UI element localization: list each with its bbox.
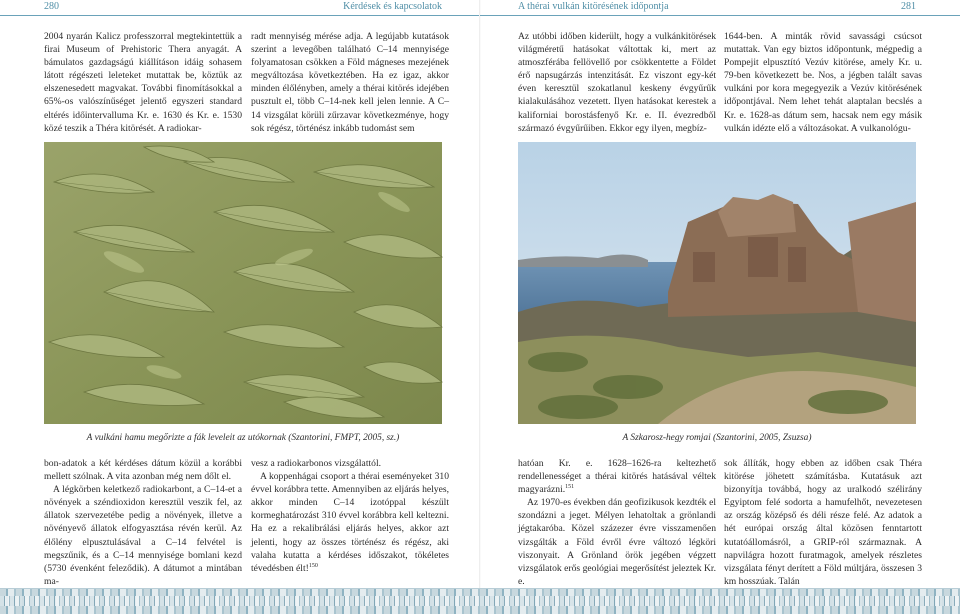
- decorative-border: [0, 588, 960, 614]
- left-page: [0, 0, 480, 613]
- paragraph: radt mennyiség mérése adja. A legújabb kutatások szerint a levegőben található C–14 mennyisége folyamatosan csökken a Föld mágneses mezejének megváltozása következtében. Ha ez igaz, akkor minden élőlényben, amely a thérai kitörés idejében pusztult el, több C–14-nek kell jelen lennie. A C–14 vizsgálat körüli zűrzavar következménye, hogy sok régész, történész inkább tudomást sem: [251, 31, 449, 134]
- paragraph-text: hatóan Kr. e. 1628–1626-ra keltezhető rendellenességet a thérai kitörés hatásával véltek magyarázni.: [518, 458, 716, 496]
- leaf-fossil-photo: [44, 142, 442, 424]
- footnote-ref[interactable]: 151: [565, 484, 575, 490]
- paragraph: sok állíták, hogy ebben az időben csak Théra kitörése jöhetett számításba. Kutatásuk azt bizonyítja továbbá, hogy az uralkodó szélirány Egyiptom felé sodorta a hamufelhőt, nevezetesen az ország középső és déli része felé. Az adatok a hét európai ország által közösen fenntartott kutatóállomásról, a GRIP-ról származnak. A napvilágra hozott furatmagok, amelyek részletes vizsgálata fényt derített a Föld múltjára, összesen 3 km hosszúak. Talán: [724, 458, 922, 587]
- left-top-column-1: [44, 30, 242, 134]
- footnote-ref[interactable]: 150: [308, 562, 318, 569]
- right-bottom-column-2: [724, 457, 922, 587]
- paragraph: A légkörben keletkező radiokarbont, a C–14-et a növények a széndioxidon keresztül veszik fel, az állatok szervezetébe pedig a növények, illetve a növényevő állatok elfogyasztása révén kerül. Az élőlény elpusztulásával a C–14 felvétel is megszűnik, és a C–14 mennyisége bomlani kezd (5730 évenként feleződik). A dátumot a mintában ma-: [44, 484, 242, 587]
- right-top-column-1: [518, 30, 716, 134]
- paragraph: 1644-ben. A minták rövid savassági csúcsot mutattak. Van egy biztos időpontunk, mégpedig a Pompejit elpusztító Vezúv kitörése, amely Kr. u. 79-ben következett be. Nos, a jégben talált savas vulkáni por kora megegyezik a Vezúv kitörésének időpontjával. Nem lehet tehát alaptalan becslés a Kr. e. 1628-as dátum sem, hacsak nem egy másik vulkán idézte elő a változásokat. A vulkanológu-: [724, 31, 922, 134]
- right-top-column-2: [724, 30, 922, 134]
- left-page-header: [0, 0, 480, 16]
- right-running-head: A thérai vulkán kitörésének időpontja: [518, 1, 669, 12]
- paragraph: Az utóbbi időben kiderült, hogy a vulkánkitörések világméretű hatásokat váltottak ki, mert az atmoszférába fellövellő por csökkentette a Földet érő napsugárzás intenzitását. Ez viszont egy-két éven keresztül szokatlanul keskeny évgyűrűk kialakulásához vezetett. Ilyen hatásokat kerestek a kaliforniai borostásfenyő Kr. e. II. évezredből származó évgyűrűiben. Ekkor egy ilyen, megbíz-: [518, 31, 716, 134]
- ruins-photo: [518, 142, 916, 424]
- paragraph: 2004 nyarán Kalicz professzorral megtekintettük a firai Museum of Prehistoric Thera anyagát. A bámulatos gazdagságú kiállításon idáig sohasem látott régészeti leleteket mutattak be, köztük az elszenesedett magvakat. További finomításokkal a 65%-os valószínűséget jelentő egyszeri standard eltérés időintervalluma Kr. e. 1630 és Kr. e. 1530 közé teszik a Théra kitörését. A radiokar-: [44, 31, 242, 134]
- right-photo-caption: A Szkarosz-hegy romjai (Szantorini, 2005, Zsuzsa): [622, 433, 812, 443]
- paragraph: bon-adatok a két kérdéses dátum közül a korábbi mellett szólnak. A vita azonban még nem dőlt el.: [44, 458, 242, 483]
- left-top-column-2: [251, 30, 449, 134]
- paragraph: vesz a radiokarbonos vizsgálattól.: [251, 458, 382, 469]
- paragraph: [251, 470, 449, 575]
- paragraph-text: A koppenhágai csoport a thérai eseményeket 310 évvel korábbra tette. Amennyiben az eljárás helyes, akkor minden C–14 izotóppal készült kormeghatározást 310 évvel korábbra kell keltezni. Ha ez a rekalibrálási eljárás helyes, akkor azt jelenti, hogy az összes történész és régész, aki valaha kutatta a kérdéses időszakot, tökéletes tévedésben élt!: [251, 471, 449, 574]
- decorative-border-pattern: [0, 596, 960, 606]
- left-page-number: 280: [44, 1, 59, 12]
- right-page: [480, 0, 960, 613]
- left-bottom-column-1: [44, 457, 242, 587]
- paragraph: Az 1970-es években dán geofizikusok kezdték el szondázni a jeget. Mélyen lehatoltak a grönlandi jégtakaróba. Közel százezer évre visszamenően vizsgálták a Föld évről évre változó légköri viszonyait. A Grönland örök jegében végzett vizsgálatok erős geológiai megerősítést jeleztek Kr. e.: [518, 497, 716, 587]
- right-bottom-column-1: [518, 457, 716, 587]
- paragraph: [518, 457, 716, 496]
- left-photo-caption: A vulkáni hamu megőrizte a fák leveleit az utókornak (Szantorini, FMPT, 2005, sz.): [86, 433, 400, 443]
- left-bottom-column-2: [251, 457, 449, 577]
- right-page-header: [480, 0, 960, 16]
- left-running-head: Kérdések és kapcsolatok: [343, 1, 442, 12]
- right-page-number: 281: [901, 1, 916, 12]
